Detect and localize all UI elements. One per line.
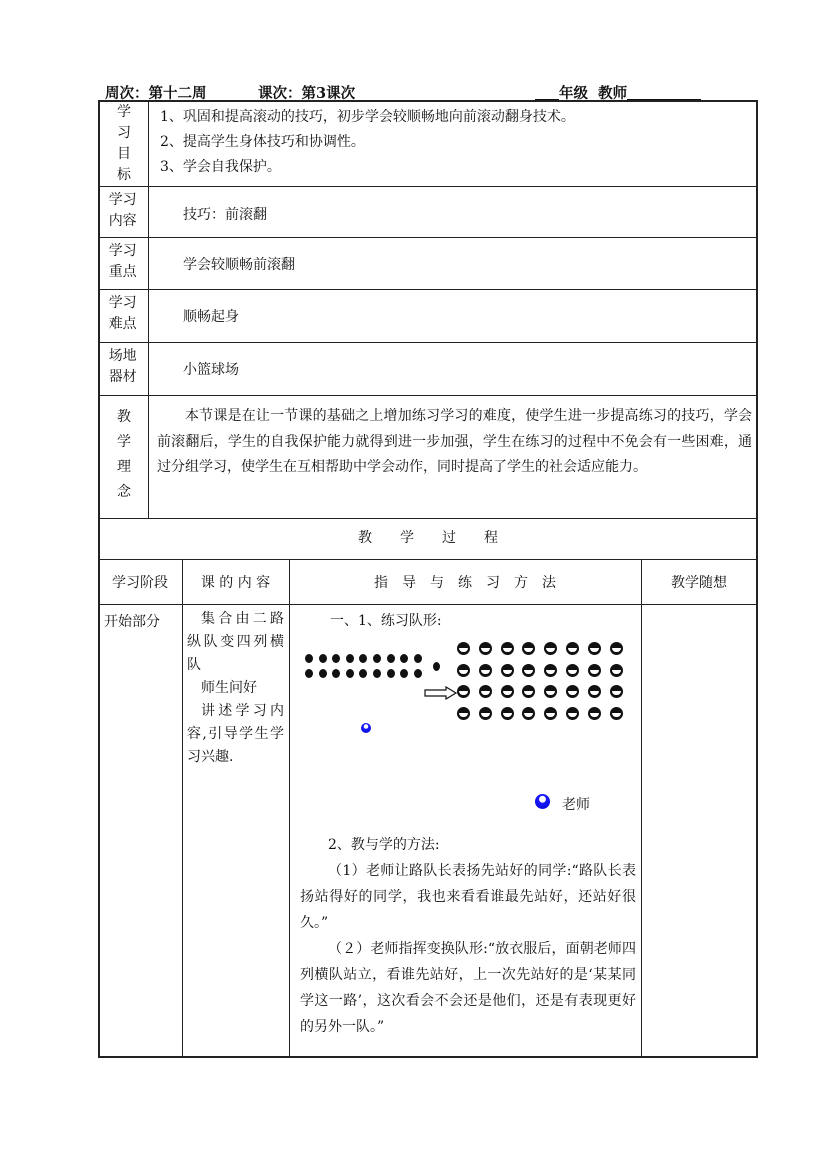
student-column-icon: [319, 669, 327, 678]
student-column-icon: [346, 669, 354, 678]
student-row-icon: [479, 707, 492, 720]
col-header-content: 课 的 内 容: [200, 575, 271, 591]
student-column-icon: [414, 654, 422, 663]
row-divider: [98, 604, 758, 605]
col-header-reflection: 教学随想: [671, 575, 727, 591]
content-item: 讲述学习内容,引导学生学习兴趣.: [187, 703, 284, 765]
goals-text: [160, 105, 575, 180]
student-column-icon: [332, 669, 340, 678]
student-column-icon: [400, 654, 408, 663]
row-divider: [98, 342, 758, 343]
column-divider: [641, 559, 642, 1056]
student-column-icon: [359, 654, 367, 663]
student-row-icon: [457, 642, 470, 655]
content-item: 师生问好: [201, 680, 257, 696]
row-divider: [98, 237, 758, 238]
student-row-icon: [566, 707, 579, 720]
column-divider: [148, 100, 149, 518]
student-row-icon: [522, 642, 535, 655]
student-row-icon: [522, 707, 535, 720]
difficulty-text: 顺畅起身: [183, 309, 239, 325]
student-row-icon: [610, 685, 623, 698]
student-row-icon: [501, 642, 514, 655]
student-row-icon: [610, 664, 623, 677]
student-row-icon: [457, 685, 470, 698]
formation-title: 一、1、练习队形:: [330, 613, 442, 629]
process-title: 教 学 过 程: [358, 530, 498, 546]
column-divider: [182, 559, 183, 1056]
student-row-icon: [544, 685, 557, 698]
student-column-icon: [305, 654, 313, 663]
student-row-icon: [501, 685, 514, 698]
goal-line: 1、巩固和提高滚动的技巧，初步学会较顺畅地向前滚动翻身技术。: [160, 109, 575, 125]
student-column-icon: [387, 654, 395, 663]
student-row-icon: [610, 707, 623, 720]
student-row-icon: [544, 642, 557, 655]
student-row-icon: [610, 642, 623, 655]
row-label-philosophy: 教学理念: [117, 409, 132, 500]
student-column-icon: [414, 669, 422, 678]
lesson-label: 课次：第3课次: [258, 85, 356, 102]
student-column-icon: [346, 654, 354, 663]
teacher-label: 教师: [598, 85, 628, 102]
row-label-venue: 场地器材: [108, 348, 137, 385]
student-column-icon: [332, 654, 340, 663]
student-row-icon: [588, 685, 601, 698]
teacher-legend-icon: [535, 794, 550, 809]
arrow-right-icon: [424, 686, 458, 700]
student-row-icon: [522, 664, 535, 677]
student-column-icon: [373, 654, 381, 663]
row-divider: [98, 186, 758, 187]
philosophy-text: 本节课是在让一节课的基础之上增加练习学习的难度，使学生进一步提高练习的技巧，学会前滚翻后，学生的自我保护能力就得到进一步加强，学生在练习的过程中不免会有一些困难，通过分组学习，使学生在互相帮助中学会动作，同时提高了学生的社会适应能力。: [157, 408, 752, 475]
method-title: 2、教与学的方法:: [328, 837, 440, 853]
student-column-icon: [387, 669, 395, 678]
stage-text: 开始部分: [104, 614, 160, 630]
row-divider: [98, 289, 758, 290]
row-divider: [98, 518, 758, 519]
student-column-icon: [359, 669, 367, 678]
student-leader-icon: [433, 662, 440, 671]
student-row-icon: [566, 685, 579, 698]
content-text: 技巧：前滚翻: [183, 207, 267, 223]
row-label-content: 学习内容: [108, 192, 137, 229]
row-label-key: 学习重点: [108, 243, 137, 280]
row-label-goals: 学习目标: [117, 104, 132, 183]
goal-line: 3、学会自我保护。: [160, 159, 281, 175]
venue-text: 小篮球场: [183, 362, 239, 378]
method-2: （２）老师指挥变换队形:“放衣服后，面朝老师四列横队站立，看谁先站好，上一次先站好的是‘某某同学这一路’，这次看会不会还是他们，还是有表现更好的另外一队。”: [300, 941, 636, 1035]
student-row-icon: [501, 664, 514, 677]
method-1: （1）老师让路队长表扬先站好的同学:“路队长表扬站得好的同学，我也来看看谁最先站好，还站好很久。”: [300, 863, 636, 931]
key-text: 学会较顺畅前滚翻: [183, 257, 295, 273]
content-item: 集合由二路纵队变四列横队: [187, 611, 284, 673]
row-label-difficulty: 学习难点: [108, 295, 137, 332]
student-column-icon: [373, 669, 381, 678]
student-row-icon: [588, 642, 601, 655]
student-row-icon: [588, 664, 601, 677]
col-header-stage: 学习阶段: [112, 575, 168, 591]
goal-line: 2、提高学生身体技巧和协调性。: [160, 134, 365, 150]
row-divider: [98, 559, 758, 560]
col-header-method: 指 导 与 练 习 方 法: [374, 575, 556, 591]
table-border: [98, 100, 758, 102]
legend-teacher-label: 老师: [562, 797, 590, 813]
row-divider: [98, 395, 758, 396]
student-row-icon: [566, 642, 579, 655]
grade-label: 年级: [559, 85, 588, 102]
student-column-icon: [319, 654, 327, 663]
student-row-icon: [457, 664, 470, 677]
student-row-icon: [588, 707, 601, 720]
student-row-icon: [544, 707, 557, 720]
student-row-icon: [501, 707, 514, 720]
column-divider: [289, 559, 290, 1056]
table-border: [98, 1056, 758, 1058]
student-row-icon: [479, 685, 492, 698]
student-row-icon: [479, 642, 492, 655]
teacher-position-icon: [361, 723, 371, 733]
student-row-icon: [479, 664, 492, 677]
student-row-icon: [522, 685, 535, 698]
student-column-icon: [305, 669, 313, 678]
student-row-icon: [544, 664, 557, 677]
student-column-icon: [400, 669, 408, 678]
lesson-content: [187, 608, 284, 769]
week-label: 周次：第十二周: [105, 85, 207, 102]
student-row-icon: [566, 664, 579, 677]
student-row-icon: [457, 707, 470, 720]
